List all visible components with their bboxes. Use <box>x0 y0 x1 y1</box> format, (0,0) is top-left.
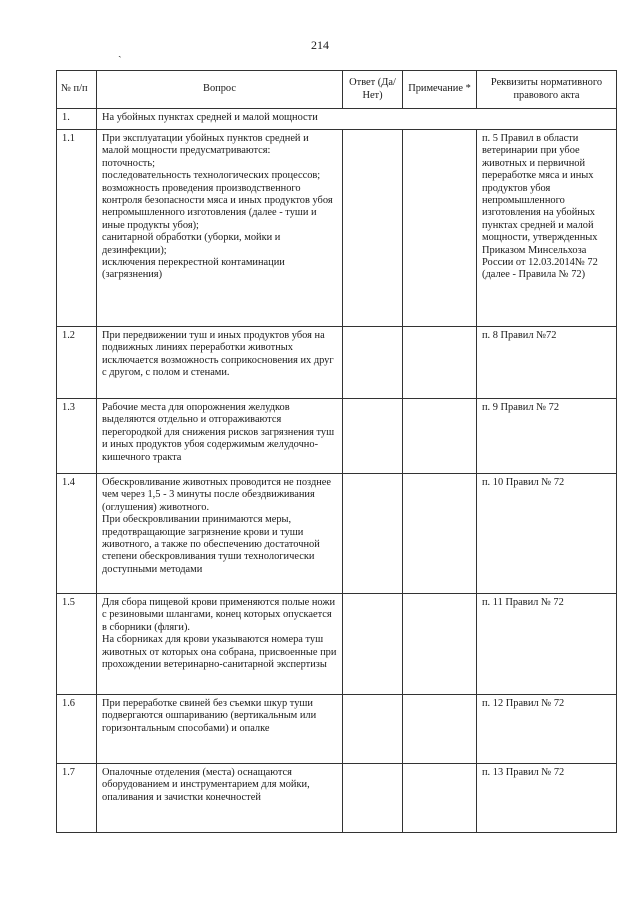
row-num: 1.3 <box>57 399 97 474</box>
answer-cell[interactable] <box>343 695 403 764</box>
section-title: На убойных пунктах средней и малой мощности <box>97 109 617 130</box>
header-note: Примечание * <box>403 71 477 109</box>
table-row <box>57 474 617 594</box>
table-row <box>57 327 617 399</box>
row-question <box>97 130 343 327</box>
row-question <box>97 695 343 764</box>
header-question: Вопрос <box>97 71 343 109</box>
row-reference: п. 12 Правил № 72 <box>477 695 617 764</box>
row-reference: п. 13 Правил № 72 <box>477 764 617 833</box>
note-cell[interactable] <box>403 399 477 474</box>
question-line: Рабочие места для опорожнения желудков выделяются отдельно и отгораживаются перегородкой для снижения рисков загрязнения туш и иных продуктов убоя содержимым желудочно-кишечного тракта <box>102 402 335 463</box>
requirements-table <box>56 70 617 833</box>
row-reference: п. 11 Правил № 72 <box>477 594 617 695</box>
row-num: 1.1 <box>57 130 97 327</box>
question-line: Для сбора пищевой крови применяются полые ножи с резиновыми шлангами, конец которых опускается в сборники (фляги). <box>102 597 336 633</box>
question-line: При эксплуатации убойных пунктов средней и малой мощности предусматриваются: <box>102 133 309 157</box>
table-row <box>57 399 617 474</box>
note-cell[interactable] <box>403 474 477 594</box>
answer-cell[interactable] <box>343 474 403 594</box>
answer-cell[interactable] <box>343 130 403 327</box>
row-question <box>97 764 343 833</box>
row-reference: п. 10 Правил № 72 <box>477 474 617 594</box>
row-question <box>97 474 343 594</box>
row-num: 1.5 <box>57 594 97 695</box>
row-num: 1.2 <box>57 327 97 399</box>
note-cell[interactable] <box>403 764 477 833</box>
header-reference: Реквизиты нормативного правового акта <box>477 71 617 109</box>
answer-cell[interactable] <box>343 764 403 833</box>
row-num: 1.6 <box>57 695 97 764</box>
question-line: При передвижении туш и иных продуктов убоя на подвижных линиях переработки животных исключается возможность соприкосновения их друг с другом, с полом и стенами. <box>102 330 334 379</box>
table-row <box>57 695 617 764</box>
row-reference: п. 5 Правил в области ветеринарии при убое животных и первичной переработке мяса и иных продуктов убоя непромышленного изготовления на убойных пунктах средней и малой мощности, утвержденных Приказом Минсельхоза России от 12.03.2014№ 72 (далее - Правила № 72) <box>477 130 617 327</box>
page-number: 214 <box>311 38 329 52</box>
row-reference: п. 8 Правил №72 <box>477 327 617 399</box>
note-cell[interactable] <box>403 327 477 399</box>
answer-cell[interactable] <box>343 327 403 399</box>
row-num: 1.4 <box>57 474 97 594</box>
question-line: При обескровливании принимаются меры, предотвращающие загрязнение крови и туши животного, а также по обеспечению достаточной степени обескровливания туши технологически доступными методами <box>102 514 320 575</box>
question-line: возможность проведения производственного контроля безопасности мяса и иных продуктов убоя непромышленного изготовления (далее - туши и иные продукты убоя); <box>102 182 333 231</box>
row-reference: п. 9 Правил № 72 <box>477 399 617 474</box>
table-row <box>57 130 617 327</box>
table-row <box>57 594 617 695</box>
row-num: 1.7 <box>57 764 97 833</box>
question-line: Обескровливание животных проводится не позднее чем через 1,5 - 3 минуты после обездвиживания (оглушения) животного. <box>102 477 332 513</box>
section-row <box>57 109 617 130</box>
table-header-row <box>57 71 617 109</box>
answer-cell[interactable] <box>343 399 403 474</box>
header-answer: Ответ (Да/Нет) <box>343 71 403 109</box>
question-line: исключения перекрестной контаминации (загрязнения) <box>102 257 285 281</box>
row-question <box>97 594 343 695</box>
row-question <box>97 399 343 474</box>
note-cell[interactable] <box>403 130 477 327</box>
note-cell[interactable] <box>403 594 477 695</box>
question-line: На сборниках для крови указываются номера туш животных от которых она собрана, присвоенные при прохождении ветеринарно-санитарной экспертизы <box>102 634 337 671</box>
question-line: последовательность технологических процессов; <box>102 170 321 182</box>
question-line: санитарной обработки (уборки, мойки и дезинфекции); <box>102 232 281 256</box>
stray-mark: ˏ <box>118 46 122 58</box>
section-num: 1. <box>57 109 97 130</box>
note-cell[interactable] <box>403 695 477 764</box>
row-question <box>97 327 343 399</box>
question-line: поточность; <box>102 157 155 169</box>
question-line: Опалочные отделения (места) оснащаются оборудованием и инструментарием для мойки, опаливания и зачистки конечностей <box>102 767 310 803</box>
answer-cell[interactable] <box>343 594 403 695</box>
question-line: При переработке свиней без съемки шкур туши подвергаются ошпариванию (вертикальным или горизонтальным способами) и опалке <box>102 698 317 734</box>
header-num: № п/п <box>57 71 97 109</box>
table-row <box>57 764 617 833</box>
